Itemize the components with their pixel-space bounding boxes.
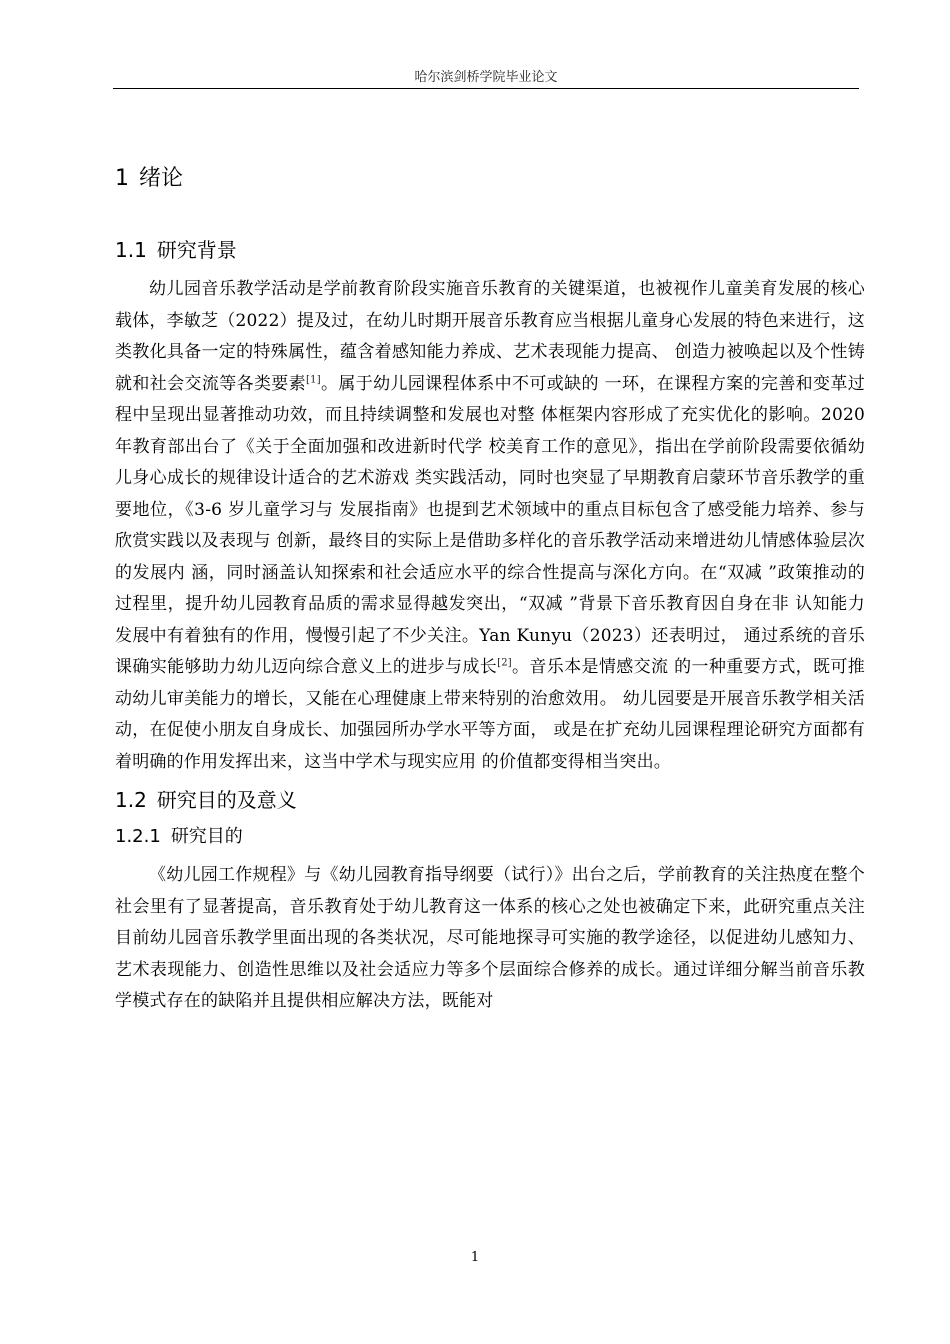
paragraph-text: 。属于幼儿园课程体系中不可或缺的 一环，在课程方案的完善和变革过程中呈现出显著推动功效，而且持续调整和发展也对整 体框架内容形成了充实优化的影响。2020 年教育部出台了《关于全面加强和改进新时代学 校美育工作的意见》，指出在学前阶段需要依循幼儿身心成长的规律设计适合的艺术游戏 类实践活动，同时也突显了早期教育启蒙环节音乐教学的重要地位，《3-6 岁儿童学习与 发展指南》也提到艺术领域中的重点目标包含了感受能力培养、参与欣赏实践以及表现与 创新，最终目的实际上是借助多样化的音乐教学活动来增进幼儿情感体验层次的发展内 涵，同时涵盖认知探索和社会适应水平的综合性提高与深化方向。在“双减 ”政策推动的 过程里，提升幼儿园教育品质的需求显得越发突出，“双减 ”背景下音乐教育因自身在非 认知能力发展中有着独有的作用，慢慢引起了不少关注。Yan Kunyu（2023）还表明过， 通过系统的音乐课确实能够助力幼儿迈向综合意义上的进步与成长 [115, 373, 865, 677]
page-number: 1 [470, 1250, 480, 1265]
section-heading-1-1 [115, 236, 865, 264]
section-number: 1.2 [115, 788, 147, 812]
paragraph-text: 幼儿园音乐教学活动是学前教育阶段实施音乐教育的关键渠道，也被视作儿童美育发展的核心载体，李敏芝（2022）提及过，在幼儿时期开展音乐教育应当根据儿童身心发展的特色来进行，这类教化具备一定的特殊属性，蕴含着感知能力养成、艺术表现能力提高、 创造力被唤起以及个性铸就和社会交流等各类要素 [115, 279, 865, 394]
section-number: 1.1 [115, 238, 147, 262]
section-title: 研究背景 [156, 238, 237, 262]
section-title: 研究目的及意义 [156, 788, 297, 812]
citation-2: [2] [497, 657, 512, 669]
background-paragraph [115, 274, 865, 778]
running-header: 哈尔滨剑桥学院毕业论文 [414, 70, 558, 85]
subsection-title: 研究目的 [170, 826, 243, 847]
purpose-paragraph: 《幼儿园工作规程》与《幼儿园教育指导纲要（试行）》出台之后，学前教育的关注热度在整个社会里有了显著提高，音乐教育处于幼儿教育这一体系的核心之处也被确定下来，此研究重点关注目前幼儿园音乐教学里面出现的各类状况，尽可能地探寻可实施的教学途径，以促进幼儿感知力、艺术表现能力、创造性思维以及社会适应力等多个层面综合修养的成长。通过详细分解当前音乐教学模式存在的缺陷并且提供相应解决方法，既能对 [115, 865, 865, 1011]
subsection-number: 1.2.1 [115, 826, 161, 847]
section-heading-1-2 [115, 786, 865, 814]
chapter-title: 绪论 [139, 166, 184, 191]
page-body [115, 150, 865, 1026]
header-rule [113, 88, 859, 89]
citation-1: [1] [306, 373, 321, 385]
paragraph-text: 。音乐本是情感交流 的一种重要方式，既可推动幼儿审美能力的增长，又能在心理健康上带来特别的治愈效用。 幼儿园要是开展音乐教学相关活动，在促使小朋友自身成长、加强园所办学水平等方面， 或是在扩充幼儿园课程理论研究方面都有着明确的作用发挥出来，这当中学术与现实应用 的价值都变得相当突出。 [115, 657, 865, 772]
chapter-heading [115, 164, 865, 194]
subsection-heading-1-2-1 [115, 824, 865, 850]
chapter-number: 1 [115, 166, 129, 191]
